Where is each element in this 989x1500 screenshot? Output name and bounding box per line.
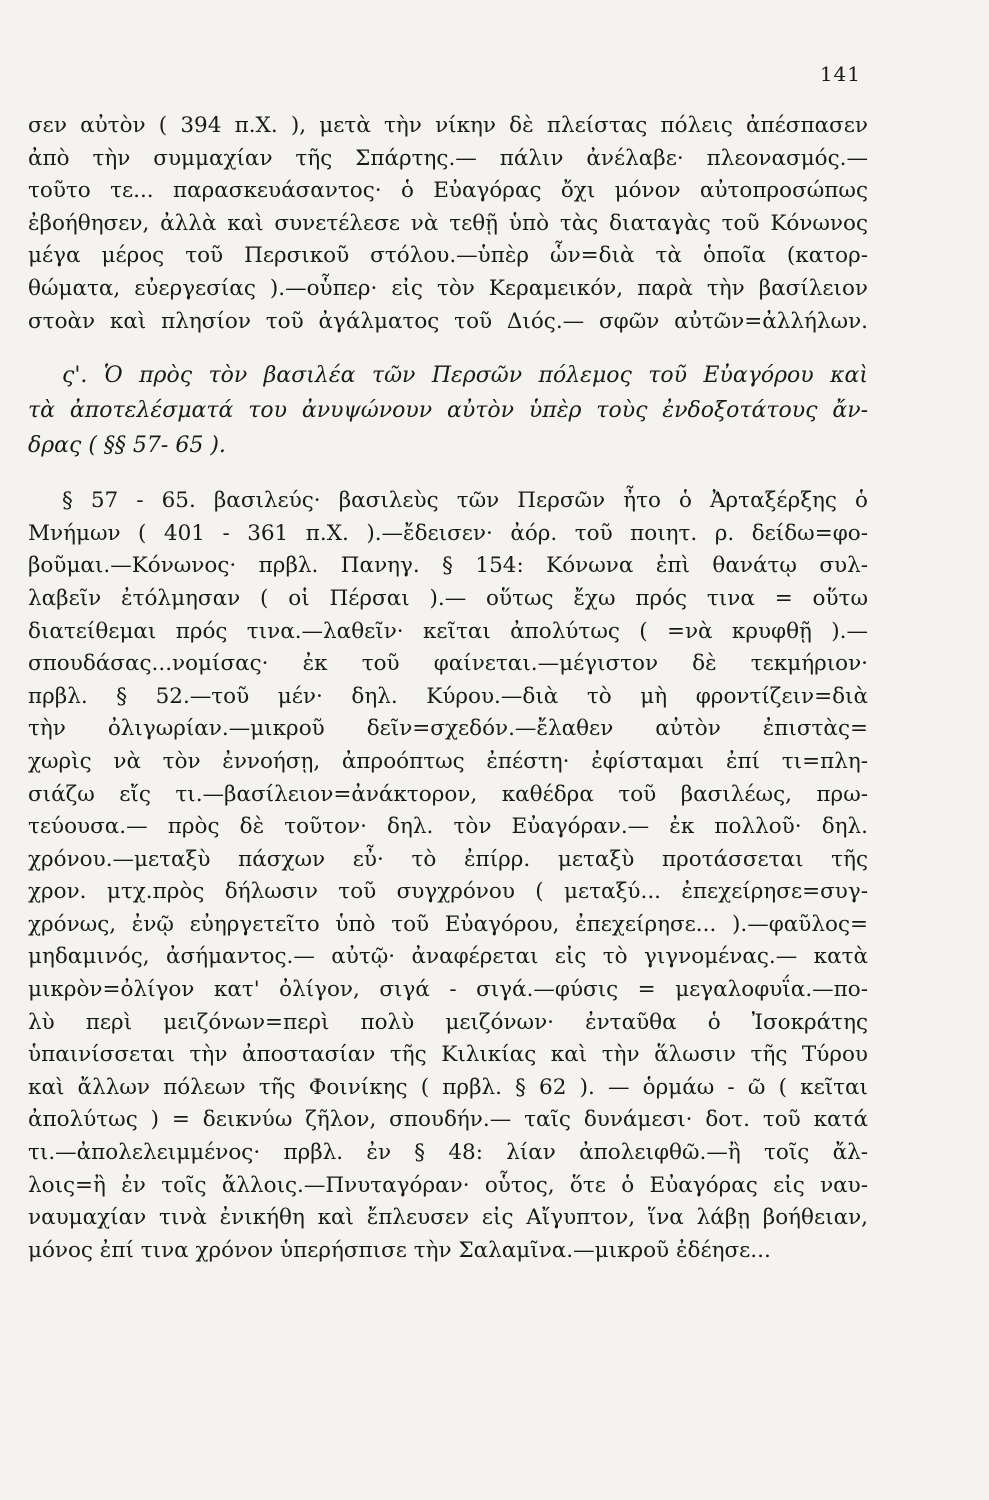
text-line: καὶ ἄλλων πόλεων τῆς Φοινίκης ( πρβλ. § 62 ). — ὁρμάω - ῶ ( κεῖται xyxy=(28,1074,868,1100)
text-line: λὺ περὶ μειζόνων=περὶ πολὺ μειζόνων· ἐνταῦθα ὁ Ἰσοκράτης xyxy=(28,1009,868,1035)
text-line: στοὰν καὶ πλησίον τοῦ ἀγάλματος τοῦ Διός.— σφῶν αὐτῶν=ἀλλήλων. xyxy=(28,308,868,334)
paragraph-2 xyxy=(28,485,868,1267)
text-line: μόνος ἐπί τινα χρόνον ὑπερήσπισε τὴν Σαλαμῖνα.—μικροῦ ἐδέησε... xyxy=(28,1237,771,1263)
text-line: μικρὸν=ὀλίγον κατ' ὀλίγον, σιγά - σιγά.—φύσις = μεγαλοφυΐα.—πο- xyxy=(28,977,868,1003)
text-line: χρον. μτχ.πρὸς δήλωσιν τοῦ συγχρόνου ( μεταξύ... ἐπεχείρησε=συγ- xyxy=(28,879,868,905)
text-line: μέγα μέρος τοῦ Περσικοῦ στόλου.—ὑπὲρ ὧν=διὰ τὰ ὁποῖα (κατορ- xyxy=(28,243,868,269)
text-line: Μνήμων ( 401 - 361 π.Χ. ).—ἔδεισεν· ἀόρ. τοῦ ποιητ. ρ. δείδω=φο- xyxy=(28,520,868,546)
text-line: λοις=ἢ ἐν τοῖς ἄλλοις.—Πνυταγόραν· οὗτος, ὅτε ὁ Εὐαγόρας εἰς ναυ- xyxy=(28,1172,868,1198)
section-heading xyxy=(28,358,868,463)
heading-line: δρας ( §§ 57- 65 ). xyxy=(28,433,226,459)
text-line: σεν αὐτὸν ( 394 π.Χ. ), μετὰ τὴν νίκην δὲ πλείστας πόλεις ἀπέσπασεν xyxy=(28,113,868,138)
page-text xyxy=(28,110,868,1267)
text-line: τὴν ὀλιγωρίαν.—μικροῦ δεῖν=σχεδόν.—ἔλαθεν αὐτὸν ἐπιστὰς= xyxy=(28,716,868,742)
text-line: σπουδάσας...νομίσας· ἐκ τοῦ φαίνεται.—μέγιστον δὲ τεκμήριον· xyxy=(28,651,868,677)
text-line: λαβεῖν ἐτόλμησαν ( οἱ Πέρσαι ).— οὕτως ἔχω πρός τινα = οὕτω xyxy=(28,585,868,611)
text-line: ἀπὸ τὴν συμμαχίαν τῆς Σπάρτης.— πάλιν ἀνέλαβε· πλεονασμός.— xyxy=(28,145,868,171)
text-line: ὑπαινίσσεται τὴν ἀποστασίαν τῆς Κιλικίας καὶ τὴν ἅλωσιν τῆς Τύρου xyxy=(28,1042,868,1068)
paragraph-1 xyxy=(28,110,868,338)
text-line: ἐβοήθησεν, ἀλλὰ καὶ συνετέλεσε νὰ τεθῇ ὑπὸ τὰς διαταγὰς τοῦ Κόνωνος xyxy=(28,210,868,236)
text-line: τι.—ἀπολελειμμένος· πρβλ. ἐν § 48: λίαν ἀπολειφθῶ.—ἢ τοῖς ἄλ- xyxy=(28,1140,868,1166)
text-line: μηδαμινός, ἀσήμαντος.— αὐτῷ· ἀναφέρεται εἰς τὸ γιγνομένας.— κατὰ xyxy=(28,944,868,970)
text-line: τοῦτο τε... παρασκευάσαντος· ὁ Εὐαγόρας ὄχι μόνον αὐτοπροσώπως xyxy=(28,178,868,204)
text-line: ναυμαχίαν τινὰ ἐνικήθη καὶ ἔπλευσεν εἰς Αἴγυπτον, ἵνα λάβῃ βοήθειαν, xyxy=(28,1205,868,1231)
text-line: χρόνου.—μεταξὺ πάσχων εὖ· τὸ ἐπίρρ. μεταξὺ προτάσσεται τῆς xyxy=(28,846,868,872)
text-line: σιάζω εἴς τι.—βασίλειον=ἀνάκτορον, καθέδρα τοῦ βασιλέως, πρω- xyxy=(28,781,868,807)
text-line: βοῦμαι.—Κόνωνος· πρβλ. Πανηγ. § 154: Κόνωνα ἐπὶ θανάτῳ συλ- xyxy=(28,553,868,579)
heading-line: τὰ ἀποτελέσματά του ἀνυψώνουν αὐτὸν ὑπὲρ τοὺς ἐνδοξοτάτους ἄν- xyxy=(28,398,868,424)
text-line: πρβλ. § 52.—τοῦ μέν· δηλ. Κύρου.—διὰ τὸ μὴ φροντίζειν=διὰ xyxy=(28,683,868,709)
heading-line: ς'. Ὁ πρὸς τὸν βασιλέα τῶν Περσῶν πόλεμος τοῦ Εὐαγόρου καὶ xyxy=(62,363,868,389)
text-line: § 57 - 65. βασιλεύς· βασιλεὺς τῶν Περσῶν ἦτο ὁ Ἀρταξέρξης ὁ xyxy=(62,488,868,514)
page-number: 141 xyxy=(819,62,861,86)
text-line: τεύουσα.— πρὸς δὲ τοῦτον· δηλ. τὸν Εὐαγόραν.— ἐκ πολλοῦ· δηλ. xyxy=(28,814,868,840)
text-line: διατείθεμαι πρός τινα.—λαθεῖν· κεῖται ἀπολύτως ( =νὰ κρυφθῇ ).— xyxy=(28,618,868,644)
text-line: θώματα, εὐεργεσίας ).—οὗπερ· εἰς τὸν Κεραμεικόν, παρὰ τὴν βασίλειον xyxy=(28,275,868,301)
text-line: χρόνως, ἐνῷ εὐηργετεῖτο ὑπὸ τοῦ Εὐαγόρου, ἐπεχείρησε... ).—φαῦλος= xyxy=(28,911,868,937)
text-line: ἀπολύτως ) = δεικνύω ζῆλον, σπουδήν.— ταῖς δυνάμεσι· δοτ. τοῦ κατά xyxy=(28,1107,868,1133)
text-line: χωρὶς νὰ τὸν ἐννοήσῃ, ἀπροόπτως ἐπέστη· ἐφίσταμαι ἐπί τι=πλη- xyxy=(28,748,868,774)
